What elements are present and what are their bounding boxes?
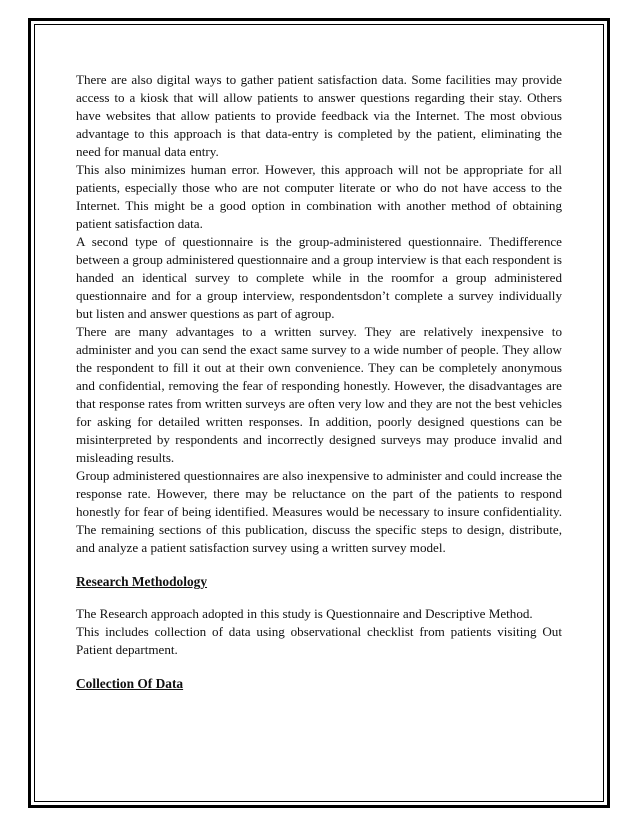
paragraph-data-collection: This includes collection of data using observational checklist from patients visiting Out Patient department. [76,624,562,657]
heading-collection-of-data: Collection Of Data [76,676,184,691]
document-body [76,71,562,693]
paragraph-written-survey: There are many advantages to a written survey. They are relatively inexpensive to administer and you can send the exact same survey to a wide number of people. They allow the respondent to fill it out at their own convenience. They can be completely anonymous and confidential, removing the fear of responding honestly. However, the disadvantages are that response rates from written surveys are often very low and they are not the best vehicles for asking for detailed written responses. In addition, poorly designed questions can be misinterpreted by respondents and incorrectly designed surveys may produce invalid and misleading results. [76,324,562,465]
paragraph-group-administered: Group administered questionnaires are also inexpensive to administer and could increase the response rate. However, there may be reluctance on the part of the patients to respond honestly for fear of being identified. Measures would be necessary to insure confidentiality. The remaining sections of this publication, discuss the specific steps to design, distribute, and analyze a patient satisfaction survey using a written survey model. [76,468,562,555]
heading-research-methodology: Research Methodology [76,574,208,589]
paragraph-group-questionnaire: A second type of questionnaire is the group-administered questionnaire. Thedifference between a group administered questionnaire and a group interview is that each respondent is handed an identical survey to complete while in the roomfor a group administered questionnaire and for a group interview, respondentsdon’t complete a survey individually but listen and answer questions as part of agroup. [76,234,562,321]
paragraph-digital-ways: There are also digital ways to gather patient satisfaction data. Some facilities may provide access to a kiosk that will allow patients to answer questions regarding their stay. Others have websites that allow patients to provide feedback via the Internet. The most obvious advantage to this approach is that data-entry is completed by the patient, eliminating the need for manual data entry. [76,72,562,159]
paragraph-research-approach: The Research approach adopted in this study is Questionnaire and Descriptive Method. [76,606,533,621]
paragraph-human-error: This also minimizes human error. However, this approach will not be appropriate for all patients, especially those who are not computer literate or who do not have access to the Internet. This might be a good option in combination with another method of obtaining patient satisfaction data. [76,162,562,231]
